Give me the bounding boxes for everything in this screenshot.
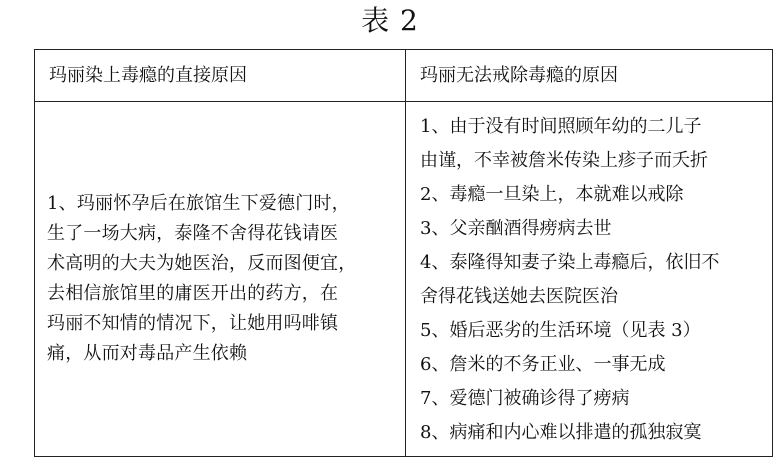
list-item-line: 7、爱德门被确诊得了痨病 [420,388,630,409]
header-cell-cannot-quit: 玛丽无法戒除毒瘾的原因 [406,50,773,102]
table-header-row [35,50,773,102]
list-item [420,110,766,178]
list-item-line: 由谨，不幸被詹米传染上疹子而夭折 [420,150,708,171]
list-item-line: 3、父亲酗酒得痨病去世 [420,218,612,239]
direct-cause-line: 去相信旅馆里的庸医开出的药方，在 [47,283,339,304]
list-item [420,314,766,348]
list-item [420,348,766,382]
cannot-quit-list [420,110,766,450]
direct-cause-line: 术高明的大夫为她医治，反而图便宜， [47,253,357,274]
list-item-line: 2、毒瘾一旦染上，本就难以戒除 [420,184,684,205]
list-item-line: 6、詹米的不务正业、一事无成 [420,354,666,375]
list-item [420,246,766,314]
list-item-line: 1、由于没有时间照顾年幼的二儿子 [420,116,702,137]
direct-cause-cell [35,102,406,457]
direct-cause-line: 1、玛丽怀孕后在旅馆生下爱德门时， [47,193,350,214]
list-item-line: 舍得花钱送她去医院医治 [420,286,618,307]
cannot-quit-cell [406,102,773,457]
list-item-line: 5、婚后恶劣的生活环境（见表 3） [420,320,701,341]
table-body-row [35,102,773,457]
header-cell-direct-cause: 玛丽染上毒瘾的直接原因 [35,50,406,102]
list-item [420,382,766,416]
list-item-line: 4、泰隆得知妻子染上毒瘾后，依旧不 [420,252,720,273]
direct-cause-line: 痛，从而对毒品产生依赖 [47,343,248,364]
comparison-table [34,49,773,457]
list-item [420,212,766,246]
table-caption: 表 2 [361,4,419,37]
direct-cause-line: 玛丽不知情的情况下，让她用吗啡镇 [47,313,339,334]
list-item [420,178,766,212]
list-item [420,416,766,450]
direct-cause-line: 生了一场大病，泰隆不舍得花钱请医 [47,223,339,244]
list-item-line: 8、病痛和内心难以排遣的孤独寂寞 [420,422,702,443]
